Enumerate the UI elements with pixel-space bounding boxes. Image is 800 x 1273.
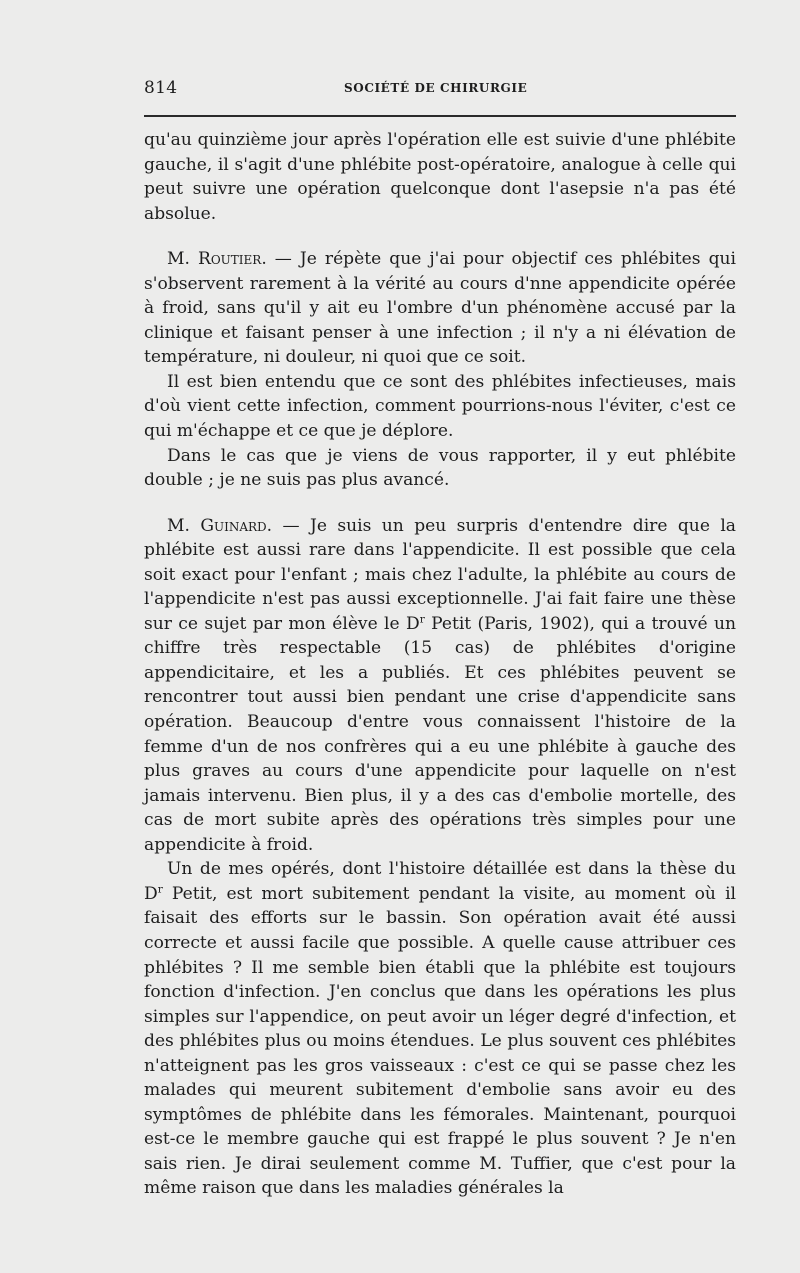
speaker-name: M. Routier. (167, 249, 267, 270)
speaker-name: M. Guinard. (167, 515, 273, 536)
paragraph: Il est bien entendu que ce sont des phlébites infectieuses, mais d'où vient cette infection, comment pourrions-nous l'éviter, c'est ce qui m'échappe et ce que je déplore. (144, 371, 736, 442)
body-text (144, 128, 736, 1201)
superscript: r (419, 613, 425, 626)
running-head: SOCIÉTÉ DE CHIRURGIE (344, 81, 528, 95)
paragraph (144, 857, 736, 1201)
paragraph-text: Petit (Paris, 1902), qui a trouvé un chiffre très respectable (15 cas) de phlébites d'origine appendicitaire, et les a publiés. Et ces phlébites peuvent se rencontrer tout aussi bien pendant une crise d'appendicite sans opération. Beaucoup d'entre vous connaissent l'histoire de la femme d'un de nos confrères qui a eu une phlébite à gauche des plus graves au cours d'une appendicite pour laquelle on n'est jamais intervenu. Bien plus, il y a des cas d'embolie mortelle, des cas de mort subite après des opérations très simples pour une appendicite à froid. (144, 613, 736, 855)
paragraph-routier (144, 247, 736, 370)
paragraph-text: Petit, est mort subitement pendant la visite, au moment où il faisait des efforts sur le bassin. Son opération avait été aussi correcte et aussi facile que possible. A quelle cause attribuer ces phlébites ? Il me semble bien établi que la phlébite est toujours fonction d'infection. J'en conclus que dans les opérations les plus simples sur l'appendice, on peut avoir un léger degré d'infection, et des phlébites plus ou moins étendues. Le plus souvent ces phlébites n'atteignent pas les gros vaisseaux : c'est ce qui se passe chez les malades qui meurent subitement d'embolie sans avoir eu des symptômes de phlébite dans les fémorales. Maintenant, pourquoi est-ce le membre gauche qui est frappé le plus souvent ? Je n'en sais rien. Je dirai seulement comme M. Tuffier, que c'est pour la même raison que dans les maladies générales la (144, 883, 736, 1199)
paragraph-text: — Je répète que j'ai pour objectif ces phlébites qui s'observent rarement à la vérité au cours d'nne appendicite opérée à froid, sans qu'il y ait eu l'ombre d'un phénomène accusé par la clinique et faisant penser à une infection ; il n'y a ni élévation de température, ni douleur, ni quoi que ce soit. (144, 249, 736, 368)
paragraph-continuation: qu'au quinzième jour après l'opération elle est suivie d'une phlébite gauche, il s'agit d'une phlébite post-opératoire, analogue à celle qui peut suivre une opération quelconque dont l'asepsie n'a pas été absolue. (144, 130, 736, 224)
paragraph-guinard (144, 514, 736, 858)
paragraph: Dans le cas que je viens de vous rapporter, il y eut phlébite double ; je ne suis pas plus avancé. (144, 445, 736, 491)
header-rule (144, 115, 736, 117)
page-number: 814 (144, 78, 178, 98)
superscript: r (157, 883, 163, 896)
paragraph-text: Un de mes opérés, dont l'histoire détaillée est dans la thèse du D (144, 859, 736, 904)
page-header (144, 78, 736, 100)
paragraph-text: — Je suis un peu surpris d'entendre dire que la phlébite est aussi rare dans l'appendicite. Il est possible que cela soit exact pour l'enfant ; mais chez l'adulte, la phlébite au cours de l'appendicite n'est pas aussi exceptionnelle. J'ai fait faire une thèse sur ce sujet par mon élève le D (144, 515, 736, 634)
